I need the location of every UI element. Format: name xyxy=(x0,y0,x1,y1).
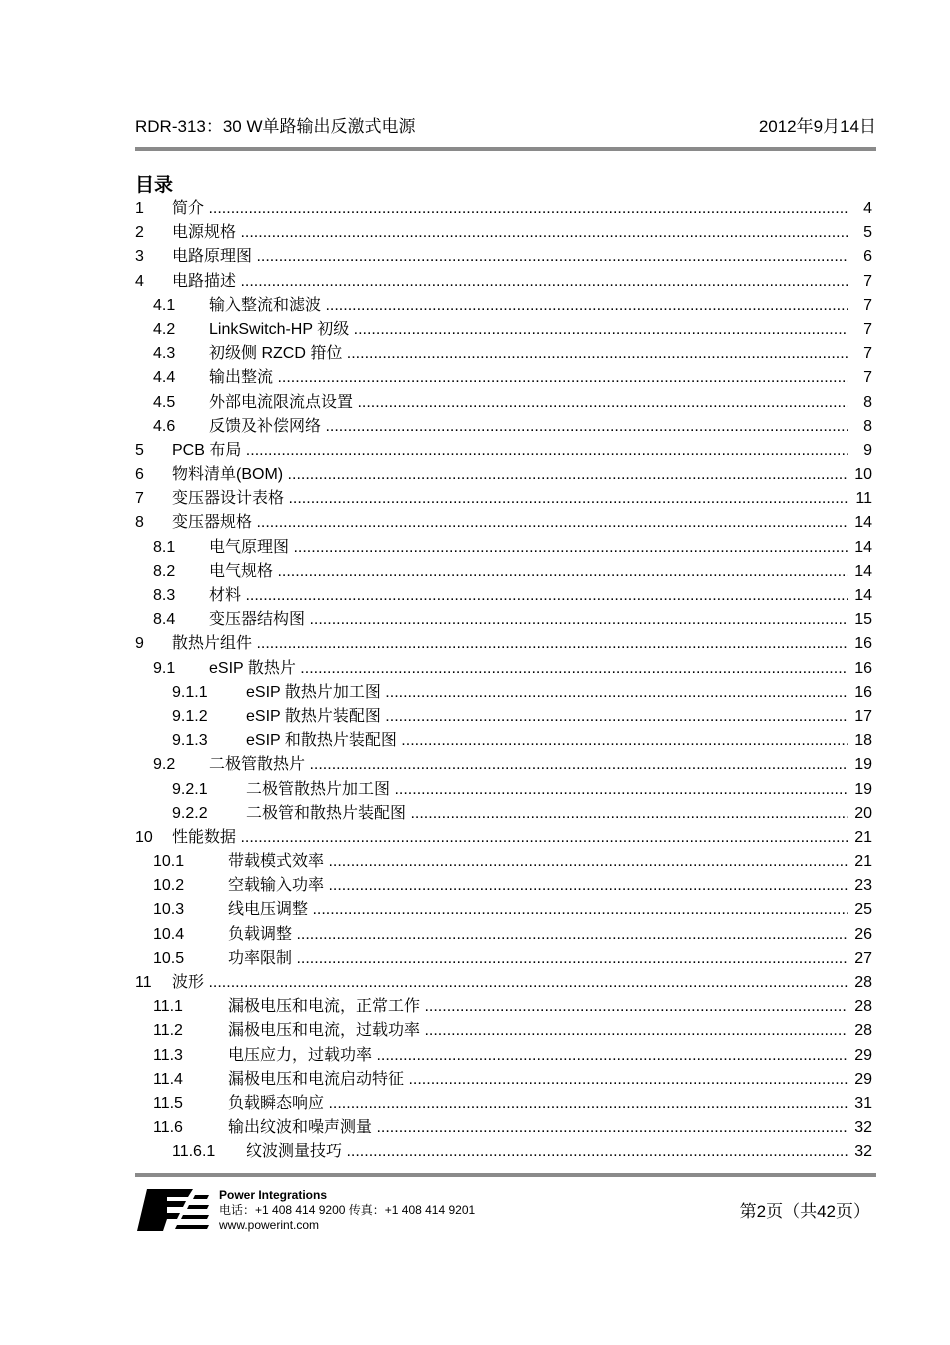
toc-entry-page: 7 xyxy=(863,366,872,390)
toc-entry-number: 11.5 xyxy=(153,1094,183,1112)
toc-entry-number: 4.4 xyxy=(153,369,176,387)
toc-entry-page: 29 xyxy=(854,1068,872,1092)
page-header xyxy=(135,112,876,136)
toc-entry-page: 14 xyxy=(854,536,872,560)
toc-entry-number: 11.3 xyxy=(153,1046,183,1064)
toc-heading: 目录 xyxy=(135,175,174,196)
company-info xyxy=(219,1188,475,1233)
toc-entry[interactable] xyxy=(135,221,872,245)
header-divider xyxy=(135,147,876,151)
toc-entry-page: 28 xyxy=(854,971,872,995)
toc-entry-label: 二极管散热片 ..... xyxy=(209,753,848,777)
toc-entry-label: eSIP 散热片装配图 ..... xyxy=(246,705,848,729)
toc-entry-number: 9.1.3 xyxy=(172,732,208,750)
toc-entry[interactable] xyxy=(135,294,872,318)
toc-entry-label: 二极管散热片加工图 ..... xyxy=(246,778,848,802)
toc-entry-number: 4 xyxy=(135,272,144,290)
toc-entry-page: 18 xyxy=(854,729,872,753)
company-website: www.powerint.com xyxy=(219,1218,320,1232)
toc-entry-number: 4.6 xyxy=(153,417,176,435)
toc-entry-label: 电源规格 ..... xyxy=(172,221,848,245)
toc-entry-label: 带载模式效率 ..... xyxy=(228,850,848,874)
toc-entry[interactable] xyxy=(135,560,872,584)
toc-entry-label: 初级侧 RZCD 箝位 ..... xyxy=(209,342,848,366)
toc-entry-page: 27 xyxy=(854,947,872,971)
toc-entry[interactable] xyxy=(135,270,872,294)
toc-entry[interactable] xyxy=(135,898,872,922)
toc-entry-number: 8 xyxy=(135,514,144,532)
toc-entry-number: 5 xyxy=(135,441,144,459)
toc-entry-number: 10 xyxy=(135,828,153,846)
toc-entry[interactable] xyxy=(135,995,872,1019)
toc-entry[interactable] xyxy=(135,923,872,947)
toc-entry[interactable] xyxy=(135,487,872,511)
toc-entry-number: 4.3 xyxy=(153,345,176,363)
toc-entry-page: 15 xyxy=(854,608,872,632)
toc-entry-page: 14 xyxy=(854,511,872,535)
toc-entry-label: eSIP 散热片 ..... xyxy=(209,657,848,681)
toc-entry-page: 7 xyxy=(863,342,872,366)
toc-entry-number: 8.3 xyxy=(153,587,176,604)
toc-entry[interactable] xyxy=(135,318,872,342)
toc-entry-number: 11 xyxy=(135,974,152,991)
toc-entry[interactable] xyxy=(135,1044,872,1068)
toc-entry[interactable] xyxy=(135,415,872,439)
toc-entry-page: 14 xyxy=(854,584,872,608)
toc-entry-label: 输入整流和滤波 ..... xyxy=(209,294,848,318)
toc-entry-number: 9.2.1 xyxy=(172,780,208,798)
toc-entry[interactable] xyxy=(135,729,872,753)
toc-entry-label: 简介 ..... xyxy=(172,197,848,221)
toc-entry-label: 漏极电压和电流启动特征 ..... xyxy=(228,1068,848,1092)
toc-entry-label: 外部电流限流点设置 ..... xyxy=(209,391,848,415)
toc-entry-page: 23 xyxy=(854,874,872,898)
toc-entry-number: 11.6 xyxy=(153,1119,183,1137)
toc-entry-page: 4 xyxy=(863,197,872,221)
toc-entry-number: 10.4 xyxy=(153,925,185,943)
toc-entry[interactable] xyxy=(135,511,872,535)
toc-entry-page: 7 xyxy=(863,294,872,318)
toc-entry-label: 电气规格 ..... xyxy=(209,560,848,584)
toc-entry[interactable] xyxy=(135,342,872,366)
toc-entry-number: 4.2 xyxy=(153,320,176,338)
toc-entry-page: 9 xyxy=(863,439,872,463)
toc-entry-page: 28 xyxy=(854,995,872,1019)
toc-entry-page: 5 xyxy=(863,221,872,245)
toc-entry-number: 3 xyxy=(135,248,144,266)
toc-entry[interactable] xyxy=(135,1140,872,1164)
company-contact: 电话：+1 408 414 9200 传真：+1 408 414 9201 xyxy=(219,1203,476,1217)
toc-entry[interactable] xyxy=(135,778,872,802)
toc-entry-page: 6 xyxy=(863,245,872,269)
toc-entry-number: 11.4 xyxy=(153,1070,183,1088)
toc-entry-label: 纹波测量技巧 ..... xyxy=(246,1140,848,1164)
toc-entry-label: 输出整流 ..... xyxy=(209,366,848,390)
toc-entry-number: 8.2 xyxy=(153,562,176,580)
toc-entry[interactable] xyxy=(135,705,872,729)
toc-entry-label: 输出纹波和噪声测量 ..... xyxy=(228,1116,848,1140)
toc-entry[interactable] xyxy=(135,947,872,971)
toc-entry[interactable] xyxy=(135,802,872,826)
toc-entry-number: 10.1 xyxy=(153,853,185,871)
toc-entry-page: 20 xyxy=(854,802,872,826)
toc-entry-number: 8.4 xyxy=(153,611,176,629)
toc-entry-page: 10 xyxy=(854,463,872,487)
toc-entry-page: 16 xyxy=(854,657,872,681)
toc-entry-page: 14 xyxy=(854,560,872,584)
toc-entry-number: 11.6.1 xyxy=(172,1143,216,1161)
toc-entry[interactable] xyxy=(135,197,872,221)
toc-entry-label: 变压器结构图 ..... xyxy=(209,608,848,632)
toc-entry-page: 19 xyxy=(854,778,872,802)
toc-entry-page: 32 xyxy=(854,1116,872,1140)
toc-entry[interactable] xyxy=(135,366,872,390)
toc-entry[interactable] xyxy=(135,632,872,656)
toc-entry[interactable] xyxy=(135,1092,872,1116)
toc-entry[interactable] xyxy=(135,657,872,681)
toc-entry-label: 变压器规格 ..... xyxy=(172,511,848,535)
toc-entry-label: 材料 ..... xyxy=(209,584,848,608)
toc-entry-page: 21 xyxy=(854,826,872,850)
toc-entry-label: 漏极电压和电流，过载功率 ..... xyxy=(228,1019,848,1043)
toc-entry-label: eSIP 散热片加工图 ..... xyxy=(246,681,848,705)
toc-entry-number: 9.2.2 xyxy=(172,804,208,822)
toc-entry-number: 11.1 xyxy=(153,998,183,1016)
toc-entry-page: 25 xyxy=(854,898,872,922)
toc-entry[interactable] xyxy=(135,850,872,874)
toc-entry-page: 32 xyxy=(854,1140,872,1164)
toc-entry-label: 电压应力，过载功率 ..... xyxy=(228,1044,848,1068)
toc-entry-page: 26 xyxy=(854,923,872,947)
toc-entry-label: 性能数据 ..... xyxy=(172,826,848,850)
toc-entry-page: 7 xyxy=(863,318,872,342)
toc-entry-label: 电路原理图 ..... xyxy=(172,245,848,269)
toc-entry-label: 空载输入功率 ..... xyxy=(228,874,848,898)
toc-entry-number: 10.2 xyxy=(153,877,185,895)
table-of-contents xyxy=(135,197,872,1165)
toc-entry[interactable] xyxy=(135,1019,872,1043)
toc-entry-number: 8.1 xyxy=(153,538,176,556)
toc-entry-label: 反馈及补偿网络 ..... xyxy=(209,415,848,439)
toc-entry-number: 7 xyxy=(135,490,144,508)
toc-entry-label: 漏极电压和电流，正常工作 ..... xyxy=(228,995,848,1019)
toc-entry-number: 4.1 xyxy=(153,296,176,314)
toc-entry-number: 9.2 xyxy=(153,756,176,774)
toc-entry-number: 6 xyxy=(135,466,144,484)
toc-entry-number: 10.3 xyxy=(153,901,185,919)
toc-entry[interactable] xyxy=(135,753,872,777)
toc-entry-page: 21 xyxy=(854,850,872,874)
company-name: Power Integrations xyxy=(219,1188,328,1202)
toc-entry-label: PCB 布局 ..... xyxy=(172,439,848,463)
toc-entry-label: 电路描述 ..... xyxy=(172,270,848,294)
toc-entry-label: 功率限制 ..... xyxy=(228,947,848,971)
toc-entry-label: LinkSwitch-HP 初级 ..... xyxy=(209,318,848,342)
toc-entry-page: 19 xyxy=(854,753,872,777)
toc-entry[interactable] xyxy=(135,463,872,487)
toc-entry-label: 变压器设计表格 ..... xyxy=(172,487,848,511)
toc-entry[interactable] xyxy=(135,971,872,995)
footer-divider xyxy=(135,1173,876,1177)
power-integrations-logo xyxy=(137,1189,209,1231)
toc-entry[interactable] xyxy=(135,439,872,463)
toc-entry-label: 散热片组件 ..... xyxy=(172,632,848,656)
toc-entry[interactable] xyxy=(135,536,872,560)
toc-entry-number: 9.1.1 xyxy=(172,683,208,701)
toc-entry-page: 11 xyxy=(855,487,872,511)
toc-entry-page: 29 xyxy=(854,1044,872,1068)
toc-entry-label: eSIP 和散热片装配图 ..... xyxy=(246,729,848,753)
toc-entry-number: 11.2 xyxy=(153,1022,183,1040)
toc-entry-label: 负载调整 ..... xyxy=(228,923,848,947)
toc-entry[interactable] xyxy=(135,391,872,415)
toc-entry-number: 10.5 xyxy=(153,949,185,967)
toc-entry-page: 17 xyxy=(854,705,872,729)
toc-entry-number: 2 xyxy=(135,224,144,242)
toc-entry-label: 电气原理图 ..... xyxy=(209,536,848,560)
toc-entry-label: 物料清单(BOM) ..... xyxy=(172,463,848,487)
toc-entry-page: 31 xyxy=(854,1092,872,1116)
toc-entry-page: 16 xyxy=(854,632,872,656)
toc-entry-page: 16 xyxy=(854,681,872,705)
toc-entry-label: 负载瞬态响应 ..... xyxy=(228,1092,848,1116)
toc-entry-page: 8 xyxy=(863,391,872,415)
toc-entry[interactable] xyxy=(135,681,872,705)
toc-entry-page: 8 xyxy=(863,415,872,439)
toc-entry-number: 4.5 xyxy=(153,393,176,411)
toc-entry[interactable] xyxy=(135,584,872,608)
toc-entry[interactable] xyxy=(135,874,872,898)
toc-entry-label: 二极管和散热片装配图 ..... xyxy=(246,802,848,826)
toc-entry-number: 9 xyxy=(135,635,144,653)
document-title: RDR-313：30 W单路输出反激式电源 xyxy=(135,117,416,136)
toc-entry[interactable] xyxy=(135,245,872,269)
document-date: 2012年9月14日 xyxy=(758,117,876,136)
page-indicator: 第2页（共42页） xyxy=(739,1202,870,1221)
toc-entry-number: 1 xyxy=(135,200,144,217)
toc-entry-number: 9.1 xyxy=(153,659,176,677)
toc-entry[interactable] xyxy=(135,1116,872,1140)
toc-entry-number: 9.1.2 xyxy=(172,707,208,725)
toc-entry-page: 7 xyxy=(863,270,872,294)
toc-entry[interactable] xyxy=(135,1068,872,1092)
toc-entry-label: 波形 ..... xyxy=(172,971,848,995)
toc-entry[interactable] xyxy=(135,826,872,850)
toc-entry-page: 28 xyxy=(854,1019,872,1043)
toc-entry-label: 线电压调整 ..... xyxy=(228,898,848,922)
toc-entry[interactable] xyxy=(135,608,872,632)
